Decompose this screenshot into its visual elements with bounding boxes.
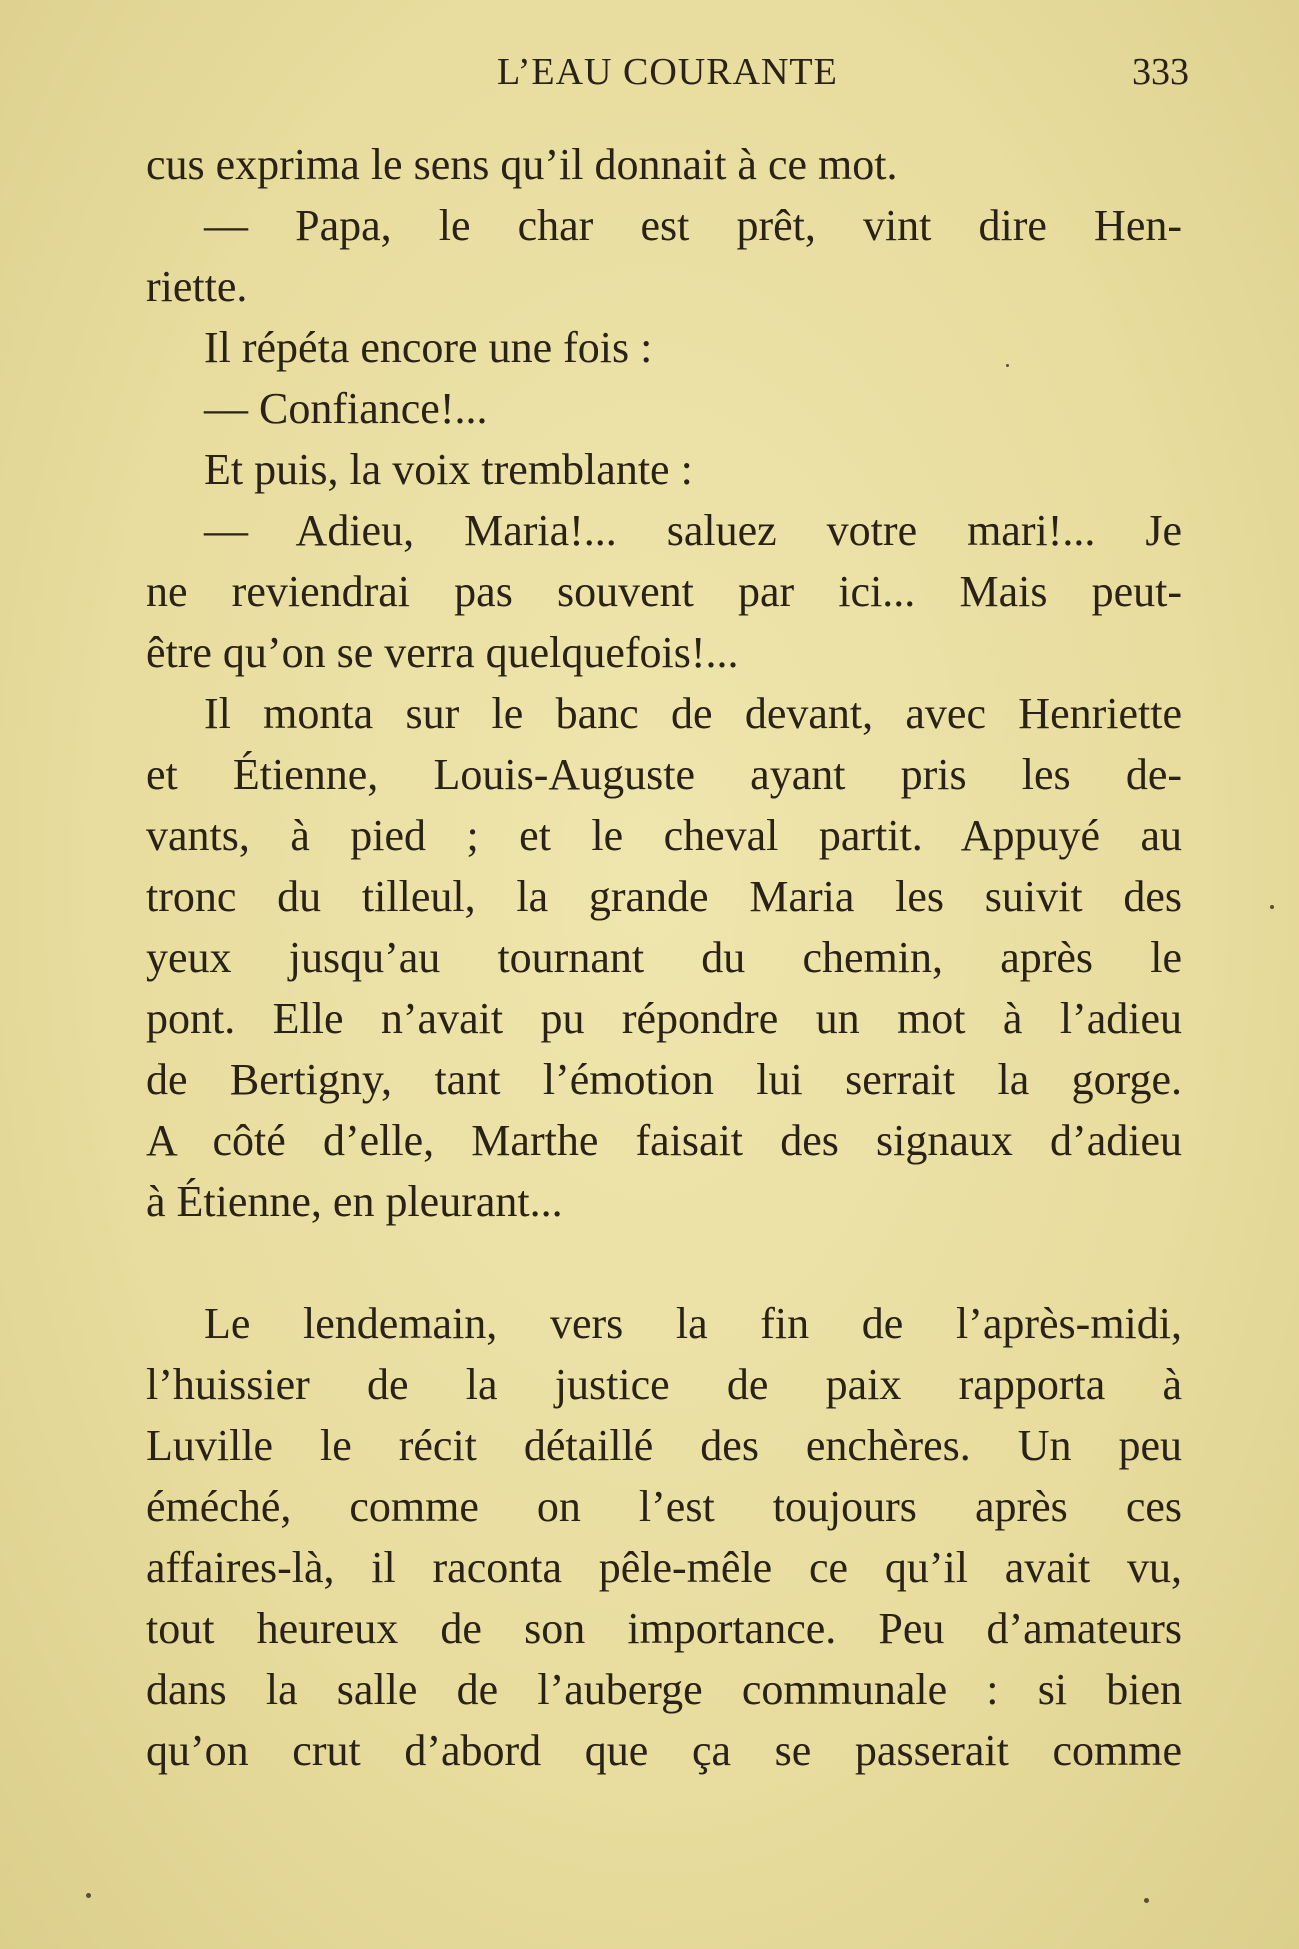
text-line: — Papa, le char est prêt, vint dire Hen- bbox=[204, 201, 1182, 250]
paper-speck bbox=[1144, 1898, 1149, 1903]
text-line: ne reviendrai pas souvent par ici... Mais peut- bbox=[146, 567, 1182, 616]
paper-speck bbox=[86, 1893, 91, 1898]
text-line: Luville le récit détaillé des enchères. Un peu bbox=[146, 1421, 1182, 1470]
section-break bbox=[146, 1232, 1182, 1293]
text-line: yeux jusqu’au tournant du chemin, après le bbox=[146, 933, 1182, 982]
page-number: 333 bbox=[1132, 51, 1189, 93]
text-line: Il monta sur le banc de devant, avec Henriette bbox=[204, 689, 1182, 738]
text-line: tronc du tilleul, la grande Maria les suivit des bbox=[146, 872, 1182, 921]
text-line: à Étienne, en pleurant... bbox=[146, 1177, 563, 1226]
text-line: qu’on crut d’abord que ça se passerait comme bbox=[146, 1726, 1182, 1775]
text-line: cus exprima le sens qu’il donnait à ce mot. bbox=[146, 140, 898, 189]
text-line: être qu’on se verra quelquefois!... bbox=[146, 628, 739, 677]
text-line: — Confiance!... bbox=[204, 384, 488, 433]
text-line: Et puis, la voix tremblante : bbox=[204, 445, 693, 494]
text-line: Il répéta encore une fois : bbox=[204, 323, 653, 372]
text-line: pont. Elle n’avait pu répondre un mot à l’adieu bbox=[146, 994, 1182, 1043]
body-text bbox=[146, 134, 1182, 1781]
text-line: A côté d’elle, Marthe faisait des signaux d’adieu bbox=[146, 1116, 1182, 1165]
text-line: tout heureux de son importance. Peu d’amateurs bbox=[146, 1604, 1182, 1653]
text-line: — Adieu, Maria!... saluez votre mari!... Je bbox=[204, 506, 1182, 555]
text-line: affaires-là, il raconta pêle-mêle ce qu’il avait vu, bbox=[146, 1543, 1182, 1592]
running-title: L’EAU COURANTE bbox=[497, 51, 838, 93]
running-header bbox=[0, 50, 1299, 106]
text-line: dans la salle de l’auberge communale : si bien bbox=[146, 1665, 1182, 1714]
text-line: Le lendemain, vers la fin de l’après-midi, bbox=[204, 1299, 1182, 1348]
text-line: vants, à pied ; et le cheval partit. Appuyé au bbox=[146, 811, 1182, 860]
text-line: l’huissier de la justice de paix rapporta à bbox=[146, 1360, 1182, 1409]
text-line: et Étienne, Louis-Auguste ayant pris les de- bbox=[146, 750, 1182, 799]
paper-speck bbox=[1006, 364, 1009, 367]
text-line: éméché, comme on l’est toujours après ces bbox=[146, 1482, 1182, 1531]
text-line: riette. bbox=[146, 262, 248, 311]
paper-speck bbox=[1270, 905, 1274, 909]
text-line: de Bertigny, tant l’émotion lui serrait la gorge. bbox=[146, 1055, 1182, 1104]
